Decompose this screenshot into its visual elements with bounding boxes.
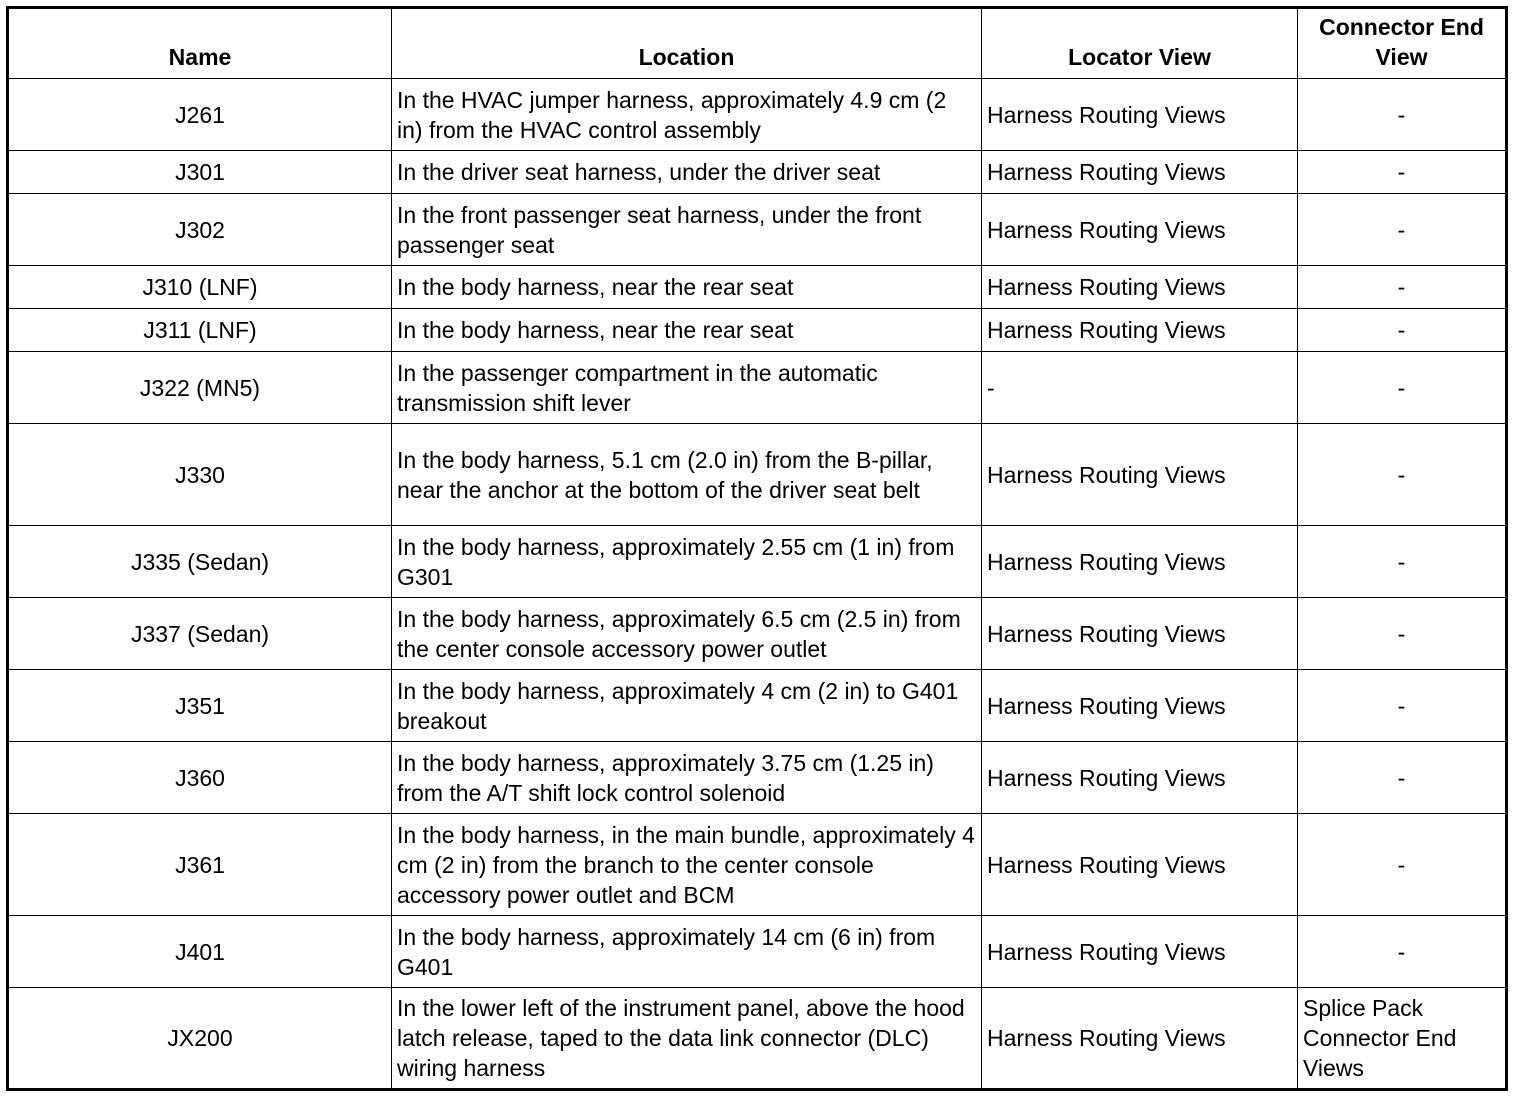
- table-row: [8, 194, 1507, 266]
- cell-connector-end-view: -: [1298, 79, 1507, 151]
- cell-connector-end-view: -: [1298, 526, 1507, 598]
- cell-location: In the body harness, in the main bundle, approximately 4 cm (2 in) from the branch to the center console accessory power outlet and BCM: [392, 814, 982, 916]
- cell-locator-view-link[interactable]: Harness Routing Views: [982, 598, 1298, 670]
- cell-locator-view-link[interactable]: Harness Routing Views: [982, 814, 1298, 916]
- cell-name: J361: [8, 814, 392, 916]
- cell-connector-end-view-link[interactable]: Splice Pack Connector End Views: [1298, 988, 1507, 1090]
- cell-name: J261: [8, 79, 392, 151]
- cell-locator-view-link[interactable]: Harness Routing Views: [982, 309, 1298, 352]
- cell-connector-end-view: -: [1298, 194, 1507, 266]
- cell-location: In the body harness, 5.1 cm (2.0 in) from the B-pillar, near the anchor at the bottom of the driver seat belt: [392, 424, 982, 526]
- header-row: [8, 8, 1507, 79]
- cell-connector-end-view: -: [1298, 814, 1507, 916]
- cell-name: J301: [8, 151, 392, 194]
- header-location: Location: [392, 8, 982, 79]
- cell-locator-view-link[interactable]: Harness Routing Views: [982, 194, 1298, 266]
- cell-name: J337 (Sedan): [8, 598, 392, 670]
- cell-name: JX200: [8, 988, 392, 1090]
- table-row: [8, 151, 1507, 194]
- cell-name: J310 (LNF): [8, 266, 392, 309]
- cell-connector-end-view: -: [1298, 598, 1507, 670]
- cell-connector-end-view: -: [1298, 266, 1507, 309]
- cell-name: J401: [8, 916, 392, 988]
- table-row: [8, 742, 1507, 814]
- cell-location: In the body harness, approximately 4 cm (2 in) to G401 breakout: [392, 670, 982, 742]
- cell-connector-end-view: -: [1298, 424, 1507, 526]
- cell-connector-end-view: -: [1298, 670, 1507, 742]
- table-row: [8, 598, 1507, 670]
- cell-location: In the body harness, approximately 14 cm (6 in) from G401: [392, 916, 982, 988]
- cell-location: In the passenger compartment in the automatic transmission shift lever: [392, 352, 982, 424]
- splice-location-table: [6, 6, 1508, 1091]
- table-row: [8, 814, 1507, 916]
- cell-connector-end-view: -: [1298, 151, 1507, 194]
- cell-locator-view: -: [982, 352, 1298, 424]
- table-row: [8, 916, 1507, 988]
- cell-location: In the body harness, near the rear seat: [392, 309, 982, 352]
- cell-locator-view-link[interactable]: Harness Routing Views: [982, 151, 1298, 194]
- table-row: [8, 266, 1507, 309]
- cell-locator-view-link[interactable]: Harness Routing Views: [982, 79, 1298, 151]
- table-row: [8, 526, 1507, 598]
- table-row: [8, 670, 1507, 742]
- cell-connector-end-view: -: [1298, 309, 1507, 352]
- cell-location: In the driver seat harness, under the driver seat: [392, 151, 982, 194]
- cell-location: In the HVAC jumper harness, approximately 4.9 cm (2 in) from the HVAC control assembly: [392, 79, 982, 151]
- cell-locator-view-link[interactable]: Harness Routing Views: [982, 988, 1298, 1090]
- table-row: [8, 988, 1507, 1090]
- header-locator-view: Locator View: [982, 8, 1298, 79]
- cell-connector-end-view: -: [1298, 352, 1507, 424]
- cell-name: J335 (Sedan): [8, 526, 392, 598]
- cell-location: In the body harness, approximately 2.55 cm (1 in) from G301: [392, 526, 982, 598]
- header-connector-end-view: Connector End View: [1298, 8, 1507, 79]
- table-row: [8, 352, 1507, 424]
- cell-name: J302: [8, 194, 392, 266]
- cell-location: In the lower left of the instrument panel, above the hood latch release, taped to the data link connector (DLC) wiring harness: [392, 988, 982, 1090]
- cell-connector-end-view: -: [1298, 916, 1507, 988]
- cell-name: J330: [8, 424, 392, 526]
- table-row: [8, 309, 1507, 352]
- cell-location: In the body harness, near the rear seat: [392, 266, 982, 309]
- header-name: Name: [8, 8, 392, 79]
- cell-name: J360: [8, 742, 392, 814]
- cell-location: In the body harness, approximately 3.75 cm (1.25 in) from the A/T shift lock control solenoid: [392, 742, 982, 814]
- cell-name: J322 (MN5): [8, 352, 392, 424]
- cell-locator-view-link[interactable]: Harness Routing Views: [982, 670, 1298, 742]
- cell-locator-view-link[interactable]: Harness Routing Views: [982, 424, 1298, 526]
- cell-locator-view-link[interactable]: Harness Routing Views: [982, 526, 1298, 598]
- cell-location: In the body harness, approximately 6.5 cm (2.5 in) from the center console accessory power outlet: [392, 598, 982, 670]
- cell-locator-view-link[interactable]: Harness Routing Views: [982, 266, 1298, 309]
- cell-locator-view-link[interactable]: Harness Routing Views: [982, 916, 1298, 988]
- table-row: [8, 79, 1507, 151]
- cell-name: J311 (LNF): [8, 309, 392, 352]
- cell-connector-end-view: -: [1298, 742, 1507, 814]
- cell-locator-view-link[interactable]: Harness Routing Views: [982, 742, 1298, 814]
- table-row: [8, 424, 1507, 526]
- cell-name: J351: [8, 670, 392, 742]
- cell-location: In the front passenger seat harness, under the front passenger seat: [392, 194, 982, 266]
